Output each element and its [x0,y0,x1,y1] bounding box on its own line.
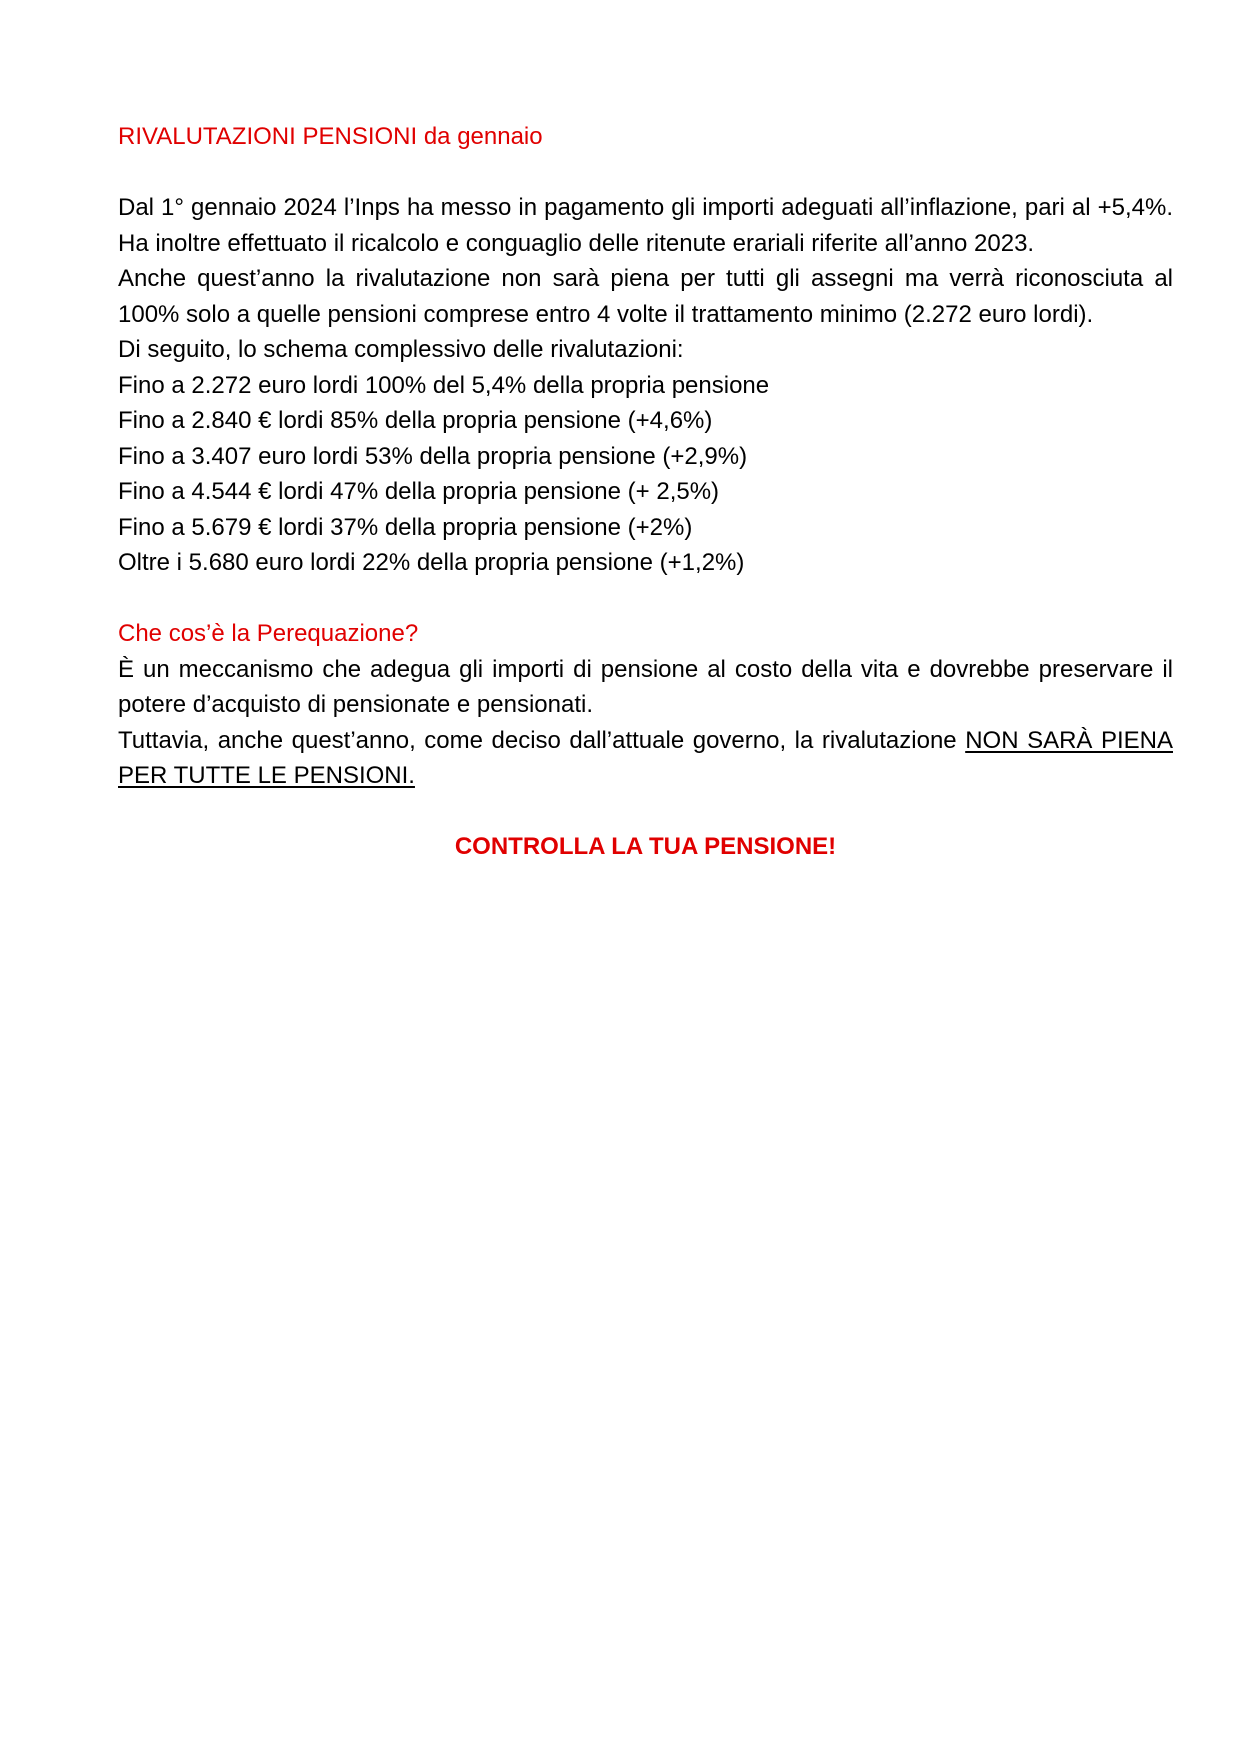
spacer [118,581,1173,617]
schema-item: Oltre i 5.680 euro lordi 22% della propria pensione (+1,2%) [118,549,745,576]
schema-item: Fino a 5.679 € lordi 37% della propria pensione (+2%) [118,513,693,541]
perequazione-emphasis: NON SARÀ PIENA PER TUTTE LE PENSIONI. [118,726,1173,789]
schema-item: Fino a 2.840 € lordi 85% della propria pensione (+4,6%) [118,407,713,434]
intro-paragraph-2: Anche quest’anno la rivalutazione non sarà piena per tutti gli assegni ma verrà riconosciuta al 100% solo a quelle pensioni comprese entro 4 volte il trattamento minimo (2.272 euro lordi). [118,265,1173,328]
schema-item: Fino a 4.544 € lordi 47% della propria pensione (+ 2,5%) [118,478,720,505]
document-page [118,119,1173,864]
perequazione-heading: Che cos’è la Perequazione? [118,620,419,647]
intro-paragraph-1: Dal 1° gennaio 2024 l’Inps ha messo in pagamento gli importi adeguati all’inflazione, pari al +5,4%. Ha inoltre effettuato il ricalcolo e conguaglio delle ritenute erariali riferite all’anno 2023. [118,194,1173,257]
call-to-action: CONTROLLA LA TUA PENSIONE! [454,832,837,860]
schema-intro: Di seguito, lo schema complessivo delle rivalutazioni: [118,336,684,363]
perequazione-paragraph-2-lead: Tuttavia, anche quest’anno, come deciso dall’attuale governo, la rivalutazione [118,726,966,754]
schema-item: Fino a 3.407 euro lordi 53% della propria pensione (+2,9%) [118,442,748,470]
schema-list [118,368,1173,581]
perequazione-paragraph-2 [118,723,1173,794]
schema-item: Fino a 2.272 euro lordi 100% del 5,4% della propria pensione [118,371,770,399]
document-title: RIVALUTAZIONI PENSIONI da gennaio [118,123,543,150]
spacer [118,155,1173,191]
perequazione-paragraph-1: È un meccanismo che adegua gli importi di pensione al costo della vita e dovrebbe preservare il potere d’acquisto di pensionate e pensionati. [118,655,1173,718]
